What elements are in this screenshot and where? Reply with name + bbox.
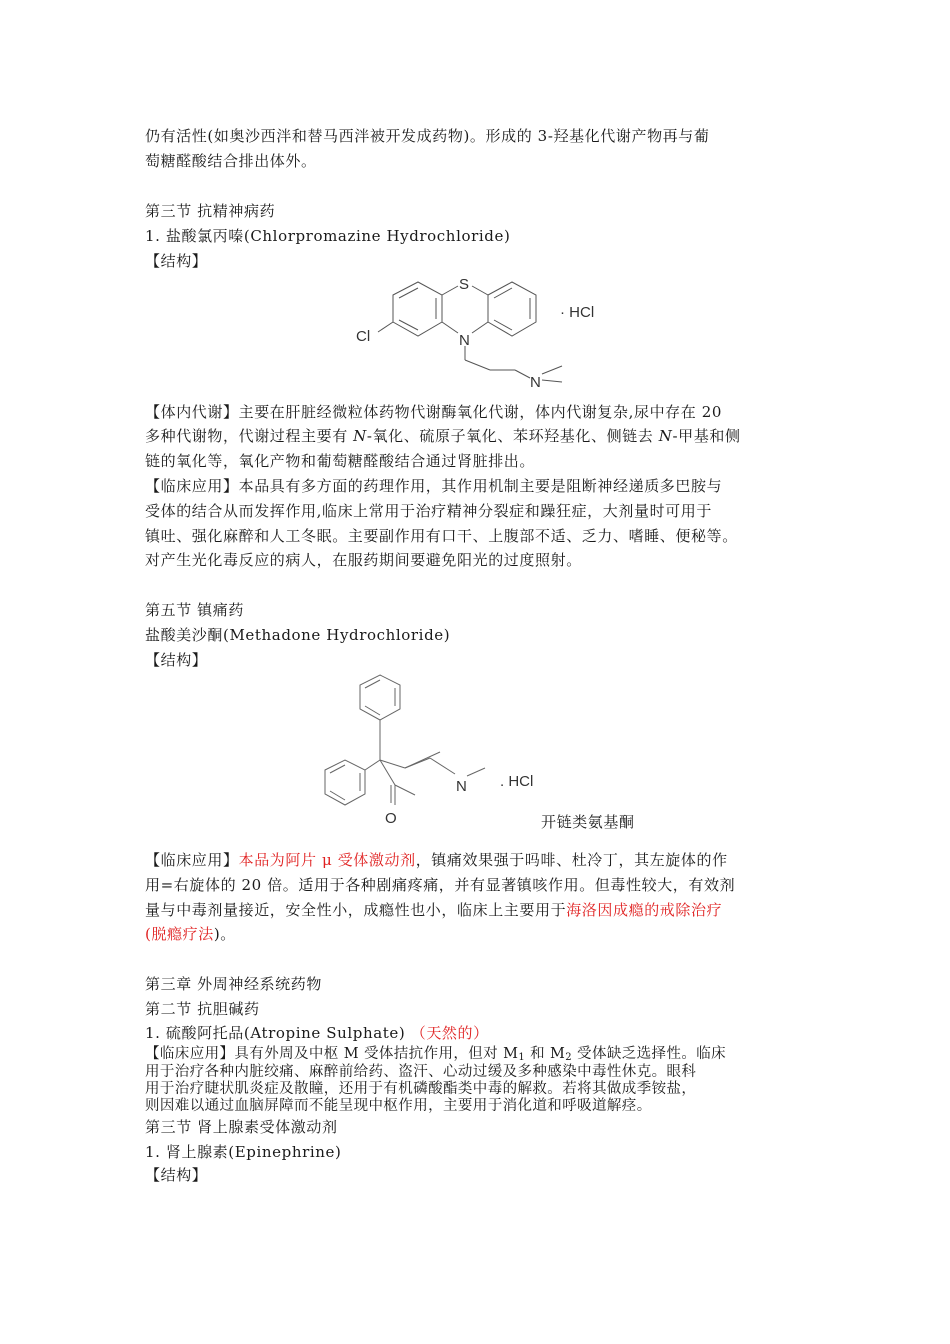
amine-nitrogen-label: N xyxy=(530,374,541,391)
clinical-line: 则因难以通过血脑屏障而不能呈现中枢作用，主要用于消化道和呼吸道解痉。 xyxy=(145,1098,652,1114)
section-heading: 第三节 抗精神病药 xyxy=(145,202,276,220)
drug-title: 1. 硫酸阿托品(Atropine Sulphate) （天然的） xyxy=(145,1024,489,1042)
metabolism-line: 【体内代谢】主要在肝脏经微粒体药物代谢酶氧化代谢，体内代谢复杂,尿中存在 20 xyxy=(145,403,723,421)
clinical-line: 受体的结合从而发挥作用,临床上常用于治疗精神分裂症和躁狂症，大剂量时可用于 xyxy=(145,502,712,520)
clinical-line: 【临床应用】具有外周及中枢 M 受体拮抗作用，但对 $M_1$ 和 $M_2$ 受体缺乏选择性。临床 xyxy=(145,1046,727,1063)
ring-nitrogen-label: N xyxy=(459,332,470,349)
drug-title: 盐酸美沙酮(Methadone Hydrochloride) xyxy=(145,626,451,644)
methadone-structure-drawing xyxy=(295,670,555,830)
clinical-line: 镇吐、强化麻醉和人工冬眠。主要副作用有口干、上腹部不适、乏力、嗜睡、便秘等。 xyxy=(145,527,738,545)
drug-title: 1. 盐酸氯丙嗪(Chlorpromazine Hydrochloride) xyxy=(145,227,511,245)
chlorpromazine-structure xyxy=(340,270,620,395)
nitrogen-atom-label: N xyxy=(456,778,467,795)
clinical-line: 对产生光化毒反应的病人，在服药期间要避免阳光的过度照射。 xyxy=(145,551,582,569)
section-heading: 第三节 肾上腺素受体激动剂 xyxy=(145,1118,338,1136)
paragraph-line: 萄糖醛酸结合排出体外。 xyxy=(145,152,317,170)
clinical-line: 【临床应用】本品为阿片 μ 受体激动剂，镇痛效果强于吗啡、杜冷丁，其左旋体的作 xyxy=(145,851,728,869)
clinical-line: 用于治疗各种内脏绞痛、麻醉前给药、盗汗、心动过缓及多种感染中毒性休克。眼科 xyxy=(145,1064,697,1080)
chlorpromazine-structure-drawing xyxy=(340,270,620,395)
metabolism-line: 链的氧化等，氧化产物和葡萄糖醛酸结合通过肾脏排出。 xyxy=(145,452,536,470)
structure-label: 【结构】 xyxy=(145,252,208,270)
clinical-line: 用于治疗睫状肌炎症及散瞳，还用于有机磷酸酯类中毒的解救。若将其做成季铵盐， xyxy=(145,1081,697,1097)
hcl-salt-label: . HCl xyxy=(500,773,534,790)
metabolism-line: 多种代谢物，代谢过程主要有 N-氧化、硫原子氧化、苯环羟基化、侧链去 N-甲基和侧 xyxy=(145,427,741,445)
clinical-line: 【临床应用】本品具有多方面的药理作用，其作用机制主要是阻断神经递质多巴胺与 xyxy=(145,477,723,495)
clinical-line: 用=右旋体的 20 倍。适用于各种剧痛疼痛，并有显著镇咳作用。但毒性较大，有效剂 xyxy=(145,876,736,894)
clinical-line: (脱瘾疗法)。 xyxy=(145,925,236,943)
paragraph-line: 仍有活性(如奥沙西泮和替马西泮被开发成药物)。形成的 3-羟基化代谢产物再与葡 xyxy=(145,127,710,145)
section-heading: 第五节 镇痛药 xyxy=(145,601,244,619)
sulfur-atom-label: S xyxy=(459,276,470,293)
chapter-heading: 第三章 外周神经系统药物 xyxy=(145,975,322,993)
hcl-salt-label: · HCl xyxy=(560,304,595,321)
section-heading: 第二节 抗胆碱药 xyxy=(145,1000,260,1018)
drug-title: 1. 肾上腺素(Epinephrine) xyxy=(145,1143,342,1161)
structure-caption: 开链类氨基酮 xyxy=(541,813,635,831)
oxygen-atom-label: O xyxy=(385,810,397,827)
methadone-structure xyxy=(295,670,555,830)
structure-label: 【结构】 xyxy=(145,1166,208,1184)
clinical-line: 量与中毒剂量接近，安全性小，成瘾性也小，临床上主要用于海洛因成瘾的戒除治疗 xyxy=(145,901,723,919)
structure-label: 【结构】 xyxy=(145,651,208,669)
chlorine-atom-label: Cl xyxy=(356,328,371,345)
